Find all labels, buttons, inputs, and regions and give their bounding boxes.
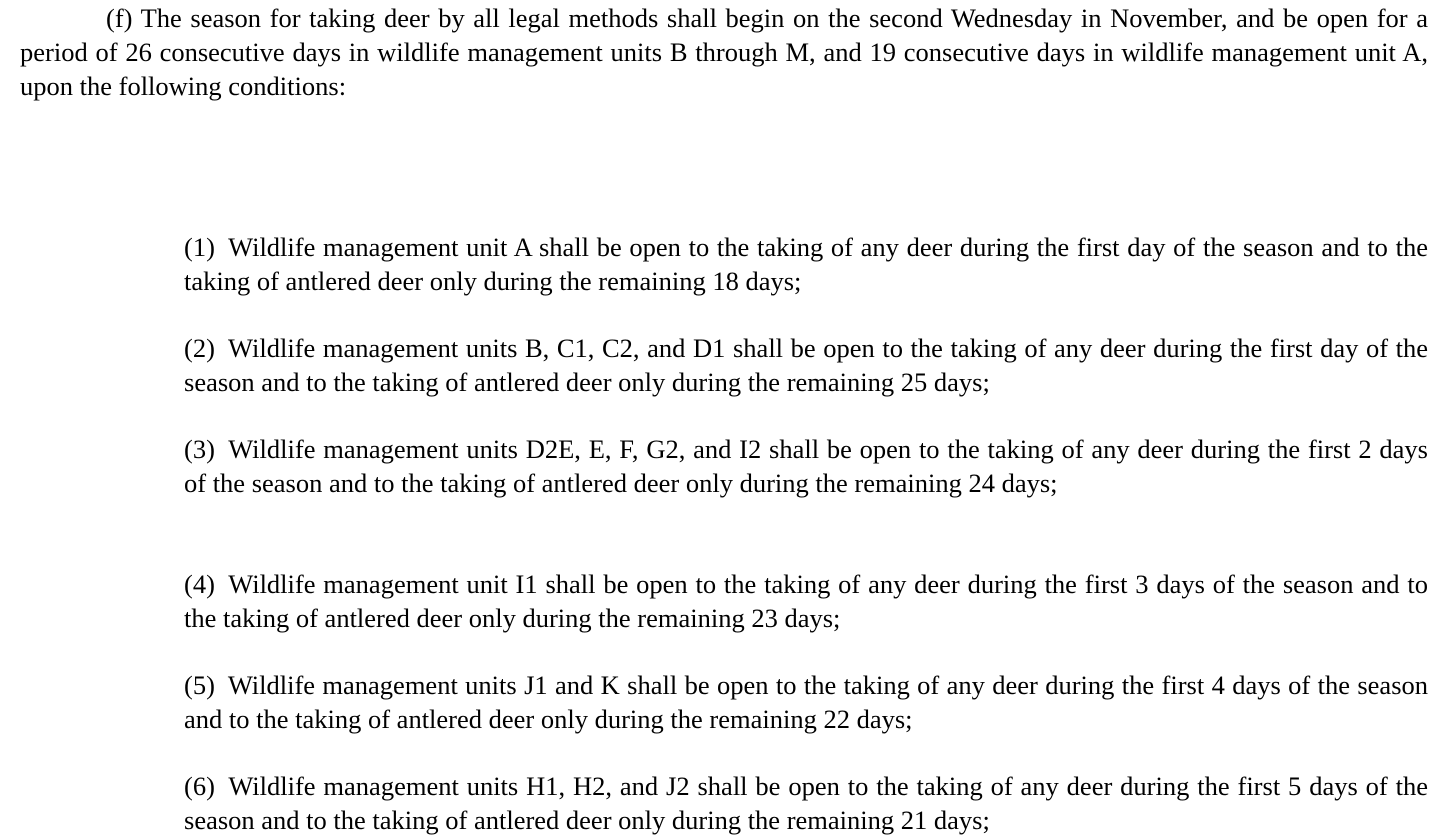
list-item-4 [184, 567, 1428, 635]
section-f-paragraph: (f) The season for taking deer by all legal methods shall begin on the second Wednesday in November, and be open for a period of 26 consecutive days in wildlife management units B through M, and 19 consecutive days in wildlife management unit A, upon the following conditions: [20, 3, 1428, 101]
list-item-number: (1) [184, 232, 215, 262]
list-item-text: Wildlife management units B, C1, C2, and D1 shall be open to the taking of any deer during the first day of the season and to the taking of antlered deer only during the remaining 25 days; [184, 333, 1428, 397]
list-item-6 [184, 769, 1428, 837]
list-item-number: (6) [184, 771, 215, 801]
list-item-number: (3) [184, 434, 215, 464]
list-item-text: Wildlife management unit A shall be open to the taking of any deer during the first day of the season and to the taking of antlered deer only during the remaining 18 days; [184, 232, 1428, 296]
list-item-text: Wildlife management unit I1 shall be open to the taking of any deer during the first 3 days of the season and to the taking of antlered deer only during the remaining 23 days; [184, 569, 1428, 633]
list-item-5 [184, 668, 1428, 736]
list-item-2 [184, 331, 1428, 399]
list-item-number: (2) [184, 333, 215, 363]
list-item-number: (4) [184, 569, 215, 599]
list-item-number: (5) [184, 670, 215, 700]
list-item-text: Wildlife management units H1, H2, and J2 shall be open to the taking of any deer during the first 5 days of the season and to the taking of antlered deer only during the remaining 21 days; [184, 771, 1428, 835]
list-item-text: Wildlife management units J1 and K shall be open to the taking of any deer during the first 4 days of the season and to the taking of antlered deer only during the remaining 22 days; [184, 670, 1429, 734]
list-item-3 [184, 432, 1428, 500]
list-item-1 [184, 230, 1428, 298]
list-item-text: Wildlife management units D2E, E, F, G2, and I2 shall be open to the taking of any deer during the first 2 days of the season and to the taking of antlered deer only during the remaining 24 days; [184, 434, 1428, 498]
